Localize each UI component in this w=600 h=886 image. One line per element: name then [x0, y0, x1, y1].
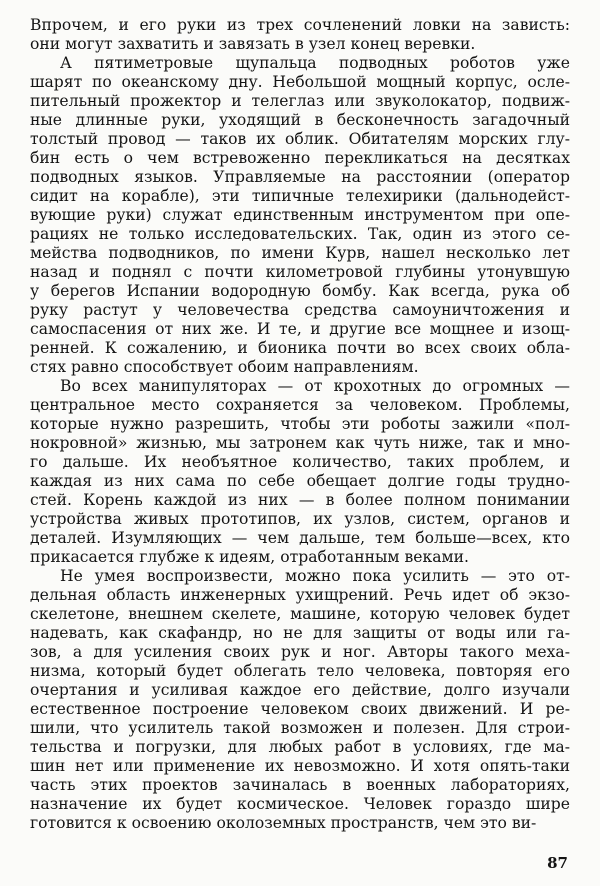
text-line: надевать, как скафандр, но не для защиты от воды или га- [30, 624, 570, 642]
text-line: шили, что усилитель такой возможен и полезен. Для строи- [30, 719, 570, 737]
text-line: рациях не только исследовательских. Так, один из этого се- [30, 225, 570, 243]
text-line: толстый провод — таков их облик. Обитателям морских глу- [30, 130, 570, 148]
text-line: самоспасения от них же. И те, и другие все мощнее и изощ- [30, 320, 570, 338]
text-line: скелетоне, внешнем скелете, машине, которую человек будет [30, 605, 570, 623]
body-text [30, 16, 570, 833]
text-line: центральное место сохраняется за человеком. Проблемы, [30, 396, 570, 414]
text-line: назад и поднял с почти километровой глубины утонувшую [30, 263, 570, 281]
text-line: А пятиметровые щупальца подводных роботов уже [60, 54, 570, 72]
text-line: го дальше. Их необъятное количество, таких проблем, и [30, 453, 570, 471]
text-line: руку растут у человечества средства самоуничтожения и [30, 301, 570, 319]
text-line: зов, а для усиления своих рук и ног. Авторы такого меха- [30, 643, 570, 661]
text-line: подводных языков. Управляемые на расстоянии (оператор [30, 168, 570, 186]
text-line: Впрочем, и его руки из трех сочленений ловки на зависть: [30, 16, 570, 34]
text-line: часть этих проектов зачиналась в военных лабораториях, [30, 776, 570, 794]
text-line: тельства и погрузки, для любых работ в условиях, где ма- [30, 738, 570, 756]
text-line: пительный прожектор и телеглаз или звуколокатор, подвиж- [30, 92, 570, 110]
text-line: которые нужно разрешить, чтобы эти роботы зажили «пол- [30, 415, 570, 433]
text-line: шин нет или применение их невозможно. И хотя опять-таки [30, 757, 570, 775]
page-number: 87 [547, 854, 568, 872]
text-line: устройства живых прототипов, их узлов, систем, органов и [30, 510, 570, 528]
text-line: прикасается глубже к идеям, отработанным веками. [30, 548, 470, 566]
text-line: ренней. К сожалению, и бионика почти во всех своих обла- [30, 339, 570, 357]
text-line: у берегов Испании водородную бомбу. Как всегда, рука об [30, 282, 570, 300]
text-line: Во всех манипуляторах — от крохотных до огромных — [60, 377, 570, 395]
paragraph [30, 567, 570, 833]
text-line: ные длинные руки, уходящий в бесконечность загадочный [30, 111, 570, 129]
text-line: естественное построение человеком своих движений. И ре- [30, 700, 570, 718]
text-line: стей. Корень каждой из них — в более полном понимании [30, 491, 570, 509]
text-line: низма, который будет облегать тело человека, повторяя его [30, 662, 570, 680]
text-line: вующие руки) служат единственным инструментом при опе- [30, 206, 570, 224]
text-line: деталей. Изумляющих — чем дальше, тем больше—всех, кто [30, 529, 570, 547]
paragraph [30, 377, 570, 567]
text-line: дельная область инженерных ухищрений. Речь идет об экзо- [30, 586, 570, 604]
text-line: готовится к освоению околоземных пространств, чем это ви- [30, 814, 537, 832]
text-line: бин есть о чем встревоженно перекликаться на десятках [30, 149, 570, 167]
text-line: назначение их будет космическое. Человек гораздо шире [30, 795, 570, 813]
text-line: сидит на корабле), эти типичные телехирики (дальнодейст- [30, 187, 570, 205]
text-line: шарят по океанскому дну. Небольшой мощный корпус, осле- [30, 73, 570, 91]
text-line: нокровной» жизнью, мы затронем как чуть ниже, так и мно- [30, 434, 570, 452]
text-line: каждая из них сама по себе обещает долгие годы трудно- [30, 472, 570, 490]
text-line: очертания и усиливая каждое его действие, долго изучали [30, 681, 570, 699]
text-line: они могут захватить и завязать в узел конец веревки. [30, 35, 476, 53]
text-line: мейства подводников, по имени Курв, нашел несколько лет [30, 244, 570, 262]
text-line: Не умея воспроизвести, можно пока усилить — это от- [60, 567, 570, 585]
text-line: стях равно способствует обоим направлениям. [30, 358, 419, 376]
paragraph [30, 16, 570, 54]
paragraph [30, 54, 570, 377]
